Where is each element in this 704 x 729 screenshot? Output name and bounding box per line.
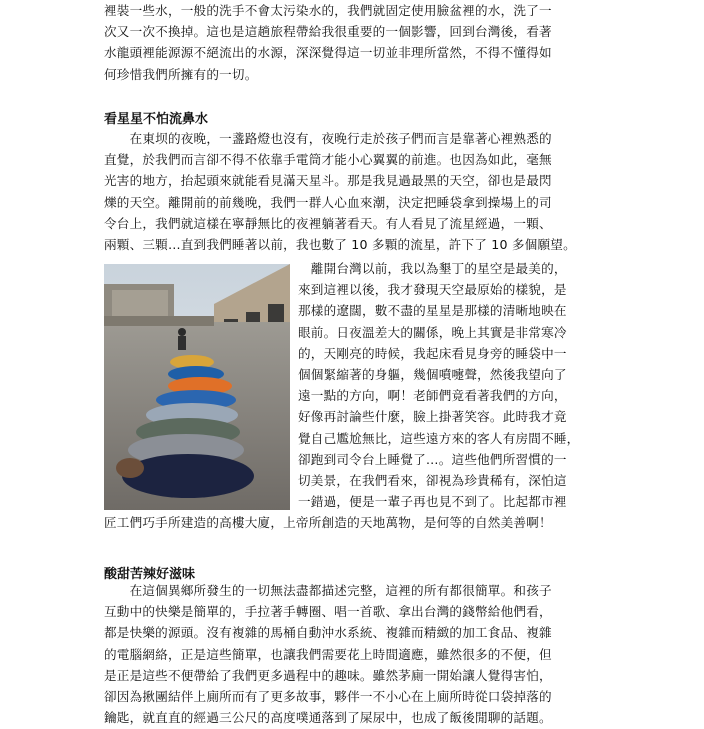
text-line: 光害的地方，抬起頭來就能看見滿天星斗。那是我見過最黑的天空，卻也是最閃 [104,173,552,189]
text-line: 裡裝一些水，一般的洗手不會太污染水的，我們就固定使用臉盆裡的水，洗了一 [104,3,552,18]
text-line: 個個緊縮著的身軀，幾個噴嚏聲，然後我望向了 [298,367,567,383]
section-heading-bittersweet: 酸甜苦辣好滋味 [104,567,196,582]
text-line: 水龍頭裡能源源不絕流出的水源，深深覺得這一切並非理所當然，不得不懂得如 [104,45,552,61]
text-line: 的，天剛亮的時候，我起床看見身旁的睡袋中一 [298,345,567,361]
text-line: 何珍惜我們所擁有的一切。 [104,66,258,82]
text-line: 兩顆、三顆…直到我們睡著以前，我也數了 10 多顆的流星，許下了 10 多個願望。 [104,237,576,253]
text-line: 的電腦網絡，正是這些簡單，也讓我們需要花上時間適應，雖然很多的不便，但 [104,646,552,662]
text-line: 互動中的快樂是簡單的，手拉著手轉圈、唱一首歌、拿出台灣的錢幣給他們看， [104,604,552,620]
text-line: 切美景，在我們看來，卻視為珍貴稀有，深怕這 [298,473,567,489]
text-line: 遠一點的方向，啊！老師們竟看著我們的方向， [298,388,567,404]
text-line: 直覺，於我們而言卻不得不依靠手電筒才能小心翼翼的前進。也因為如此，毫無 [104,152,552,168]
text-line: 卻跑到司令台上睡覺了…。這些他們所習慣的一 [298,451,567,467]
stargazing-closing-line [104,512,600,533]
text-line: 卻因為揪團結伴上廁所而有了更多故事，夥伴一不小心在上廁所時從口袋掉落的 [104,689,552,705]
text-line: 來到這裡以後，我才發現天空最原始的樣貌，是 [298,282,567,298]
text-line: 覺自己尷尬無比，這些遠方來的客人有房間不睡， [298,430,580,446]
text-line: 次又一次不換掉。這也是這趟旅程帶給我很重要的一個影響，回到台灣後，看著 [104,24,552,40]
text-line: 都是快樂的源頭。沒有複雜的馬桶自動沖水系統、複雜而精緻的加工食品、複雜 [104,625,552,641]
text-line: 令台上，我們就這樣在寧靜無比的夜裡躺著看天。有人看見了流星經過，一顆、 [104,215,552,231]
text-line: 好像再討論些什麼，臉上掛著笑容。此時我才竟 [298,409,567,425]
text-line: 在東坝的夜晚，一盞路燈也沒有，夜晚行走於孩子們而言是靠著心裡熟悉的 [104,131,552,146]
text-line: 在這個異鄉所發生的一切無法盡都描述完整，這裡的所有都很簡單。和孩子 [104,583,552,598]
text-line: 一錯過，便是一輩子再也見不到了。比起都市裡 [298,494,567,510]
bittersweet-paragraph [104,580,600,728]
sleeping-bags-photo [104,264,290,510]
section-heading-stargazing: 看星星不怕流鼻水 [104,112,209,127]
intro-paragraph [104,0,600,85]
stargazing-wrapped-paragraph [298,258,600,512]
text-line: 是正是這些不便帶給了我們更多過程中的趣味。雖然茅廁一開始讓人覺得害怕， [104,667,552,683]
text-line: 爍的天空。離開前的前幾晚，我們一群人心血來潮，決定把睡袋拿到操場上的司 [104,194,552,210]
text-line: 眼前。日夜溫差大的關係，晚上其實是非常寒冷 [298,324,567,340]
text-line: 那樣的遼闊，數不盡的星星是那樣的清晰地映在 [298,303,567,319]
text-line: 鑰匙，就直直的經過三公尺的高度噗通落到了屎尿中，也成了飯後閒聊的話題。 [104,710,552,726]
text-line: 離開台灣以前，我以為墾丁的星空是最美的， [298,261,567,276]
text-line: 匠工們巧手所建造的高樓大廈，上帝所創造的天地萬物，是何等的自然美善啊！ [104,515,552,530]
stargazing-paragraph [104,128,600,255]
